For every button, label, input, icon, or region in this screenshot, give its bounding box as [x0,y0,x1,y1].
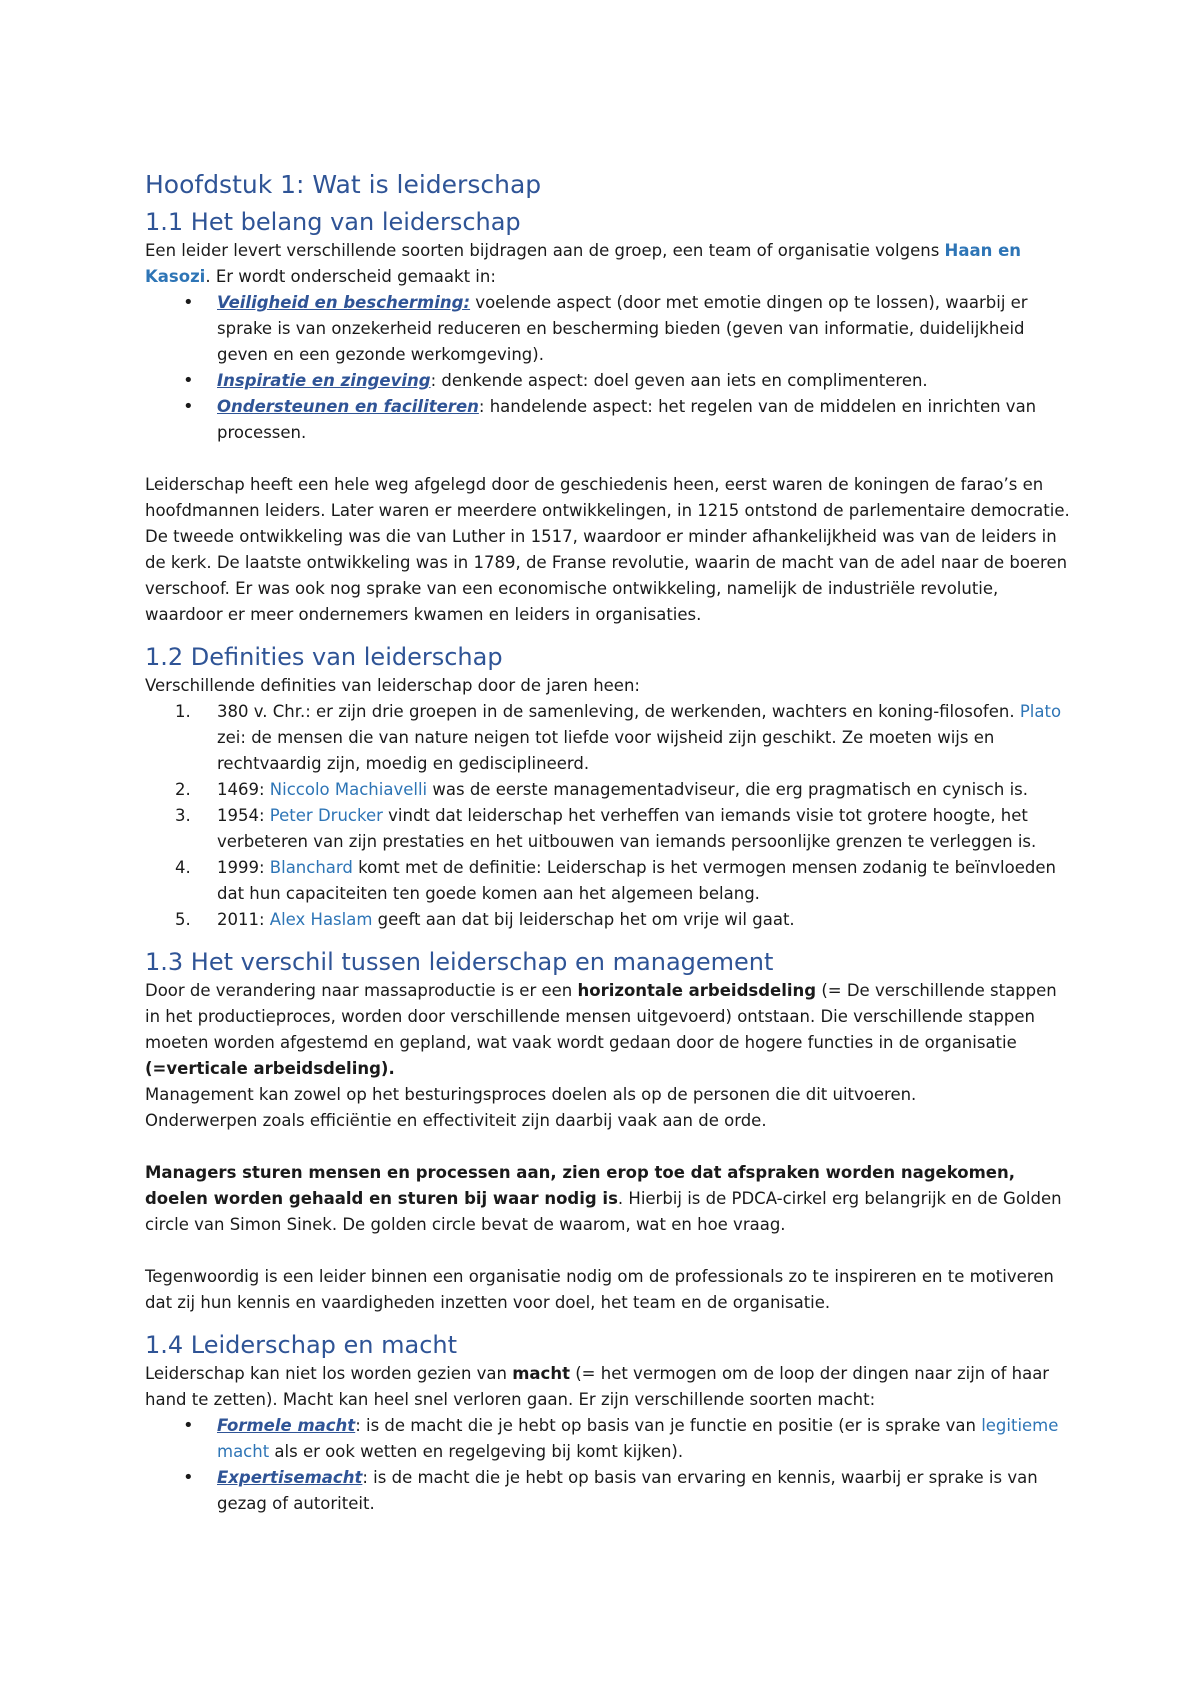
leadership-aspects-list [145,290,1075,446]
topics-paragraph: Onderwerpen zoals efficiëntie en effectiviteit zijn daarbij vaak aan de orde. [145,1111,767,1130]
term: Formele macht [217,1416,356,1435]
item-text: 1954: [217,806,270,825]
text: Leiderschap kan niet los worden gezien van [145,1364,513,1383]
item-text: : is de macht die je hebt op basis van je functie en positie (er is sprake van [355,1416,982,1435]
item-text: : handelende aspect: het regelen van de middelen en inrichten van processen. [217,397,1037,442]
item-text: : denkende aspect: doel geven aan iets en complimenteren. [430,371,928,390]
item-text: 1999: [217,858,270,877]
section-1-1-intro [145,238,1075,290]
division-of-labour-paragraph [145,978,1075,1082]
bold-statement: Managers sturen mensen en processen aan, zien erop toe dat afspraken worden nagekomen, doelen worden gehaald en sturen bij waar nodig is [145,1163,1016,1208]
bold-term: horizontale arbeidsdeling [577,981,817,1000]
list-number: 1. [175,702,191,721]
list-item [217,394,1075,446]
bold-term: macht [512,1364,570,1383]
person-name: Alex Haslam [269,910,373,929]
author-reference: Haan en Kasozi [145,241,1022,286]
document-page [145,168,1075,1517]
item-text: 380 v. Chr.: er zijn drie groepen in de samenleving, de werkenden, wachters en koning-filosofen. [217,702,1020,721]
text: . Hierbij is de PDCA-cirkel erg belangrijk en de Golden circle van Simon Sinek. De golden circle bevat de waarom, wat en hoe vraag. [145,1189,1062,1234]
intro-text-end: . Er wordt onderscheid gemaakt in: [205,267,496,286]
managers-paragraph [145,1160,1075,1238]
list-item [175,855,1075,907]
term: Ondersteunen en faciliteren [217,397,479,416]
history-paragraph: Leiderschap heeft een hele weg afgelegd door de geschiedenis heen, eerst waren de koningen de farao’s en hoofdmannen leiders. Later waren er meerdere ontwikkelingen, in 1215 ontstond de parlementaire democratie. De tweede ontwikkeling was die van Luther in 1517, waardoor er minder afhankelijkheid was van de leiders in de kerk. De laatste ontwikkeling was in 1789, de Franse revolutie, waarin de macht van de adel naar de boeren verschoof. Er was ook nog sprake van een economische ontwikkeling, namelijk de industriële revolutie, waardoor er meer ondernemers kwamen en leiders in organisaties. [145,475,1070,624]
text: Door de verandering naar massaproductie is er een [145,981,578,1000]
power-types-list [145,1413,1075,1517]
person-name: Blanchard [269,858,353,877]
list-item [217,290,1075,368]
term: Veiligheid en bescherming: [217,293,471,312]
item-text: : is de macht die je hebt op basis van ervaring en kennis, waarbij er sprake is van gezag of autoriteit. [217,1468,1038,1513]
person-name: Niccolo Machiavelli [269,780,428,799]
item-text: voelende aspect (door met emotie dingen op te lossen), waarbij er sprake is van onzekerheid reduceren en bescherming bieden (geven van informatie, duidelijkheid geven en een gezonde werkomgeving). [217,293,1028,364]
power-intro [145,1361,1075,1413]
list-item [175,907,1075,933]
term: Inspiratie en zingeving [217,371,431,390]
list-item [175,803,1075,855]
management-paragraph: Management kan zowel op het besturingsproces doelen als op de personen die dit uitvoeren. [145,1085,917,1104]
bold-term: (=verticale arbeidsdeling). [145,1059,395,1078]
definitions-list [145,699,1075,933]
text: (= De verschillende stappen in het productieproces, worden door verschillende mensen uitgevoerd) ontstaan. Die verschillende stappen moeten worden afgestemd en gepland, wat vaak wordt gedaan door de hogere functies in de organisatie [145,981,1057,1052]
item-text: zei: de mensen die van nature neigen tot liefde voor wijsheid zijn geschikt. Ze moeten wijs en rechtvaardig zijn, moedig en gedisciplineerd. [217,728,995,773]
list-item [217,1413,1075,1465]
list-item [217,1465,1075,1517]
item-text: komt met de definitie: Leiderschap is het vermogen mensen zodanig te beïnvloeden dat hun capaciteiten ten goede komen aan het algemeen belang. [217,858,1056,903]
list-number: 4. [175,858,191,877]
leader-paragraph: Tegenwoordig is een leider binnen een organisatie nodig om de professionals zo te inspireren en te motiveren dat zij hun kennis en vaardigheden inzetten voor doel, het team en de organisatie. [145,1267,1054,1312]
item-text: was de eerste managementadviseur, die erg pragmatisch en cynisch is. [427,780,1028,799]
list-number: 3. [175,806,191,825]
item-text: 1469: [217,780,270,799]
section-heading-1-1: 1.1 Het belang van leiderschap [145,208,521,236]
person-name: Plato [1019,702,1062,721]
list-item [175,699,1075,777]
term: Expertisemacht [217,1468,363,1487]
list-number: 2. [175,780,191,799]
section-heading-1-3: 1.3 Het verschil tussen leiderschap en management [145,948,774,976]
intro-text: Een leider levert verschillende soorten bijdragen aan de groep, een team of organisatie volgens [145,241,945,260]
list-item [217,368,1075,394]
item-text: vindt dat leiderschap het verheffen van iemands visie tot grotere hoogte, het verbeteren van zijn prestaties en het uitbouwen van iemands persoonlijke grenzen te verleggen is. [217,806,1037,851]
chapter-title: Hoofdstuk 1: Wat is leiderschap [145,170,542,199]
section-heading-1-4: 1.4 Leiderschap en macht [145,1331,458,1359]
item-text: geeft aan dat bij leiderschap het om vrije wil gaat. [372,910,795,929]
section-heading-1-2: 1.2 Definities van leiderschap [145,643,503,671]
item-text: 2011: [217,910,270,929]
list-number: 5. [175,910,191,929]
item-text: als er ook wetten en regelgeving bij komt kijken). [269,1442,684,1461]
link-term: legitieme macht [217,1416,1059,1461]
text: (= het vermogen om de loop der dingen naar zijn of haar hand te zetten). Macht kan heel snel verloren gaan. Er zijn verschillende soorten macht: [145,1364,1050,1409]
person-name: Peter Drucker [269,806,383,825]
list-item [175,777,1075,803]
section-1-2-intro: Verschillende definities van leiderschap door de jaren heen: [145,676,640,695]
